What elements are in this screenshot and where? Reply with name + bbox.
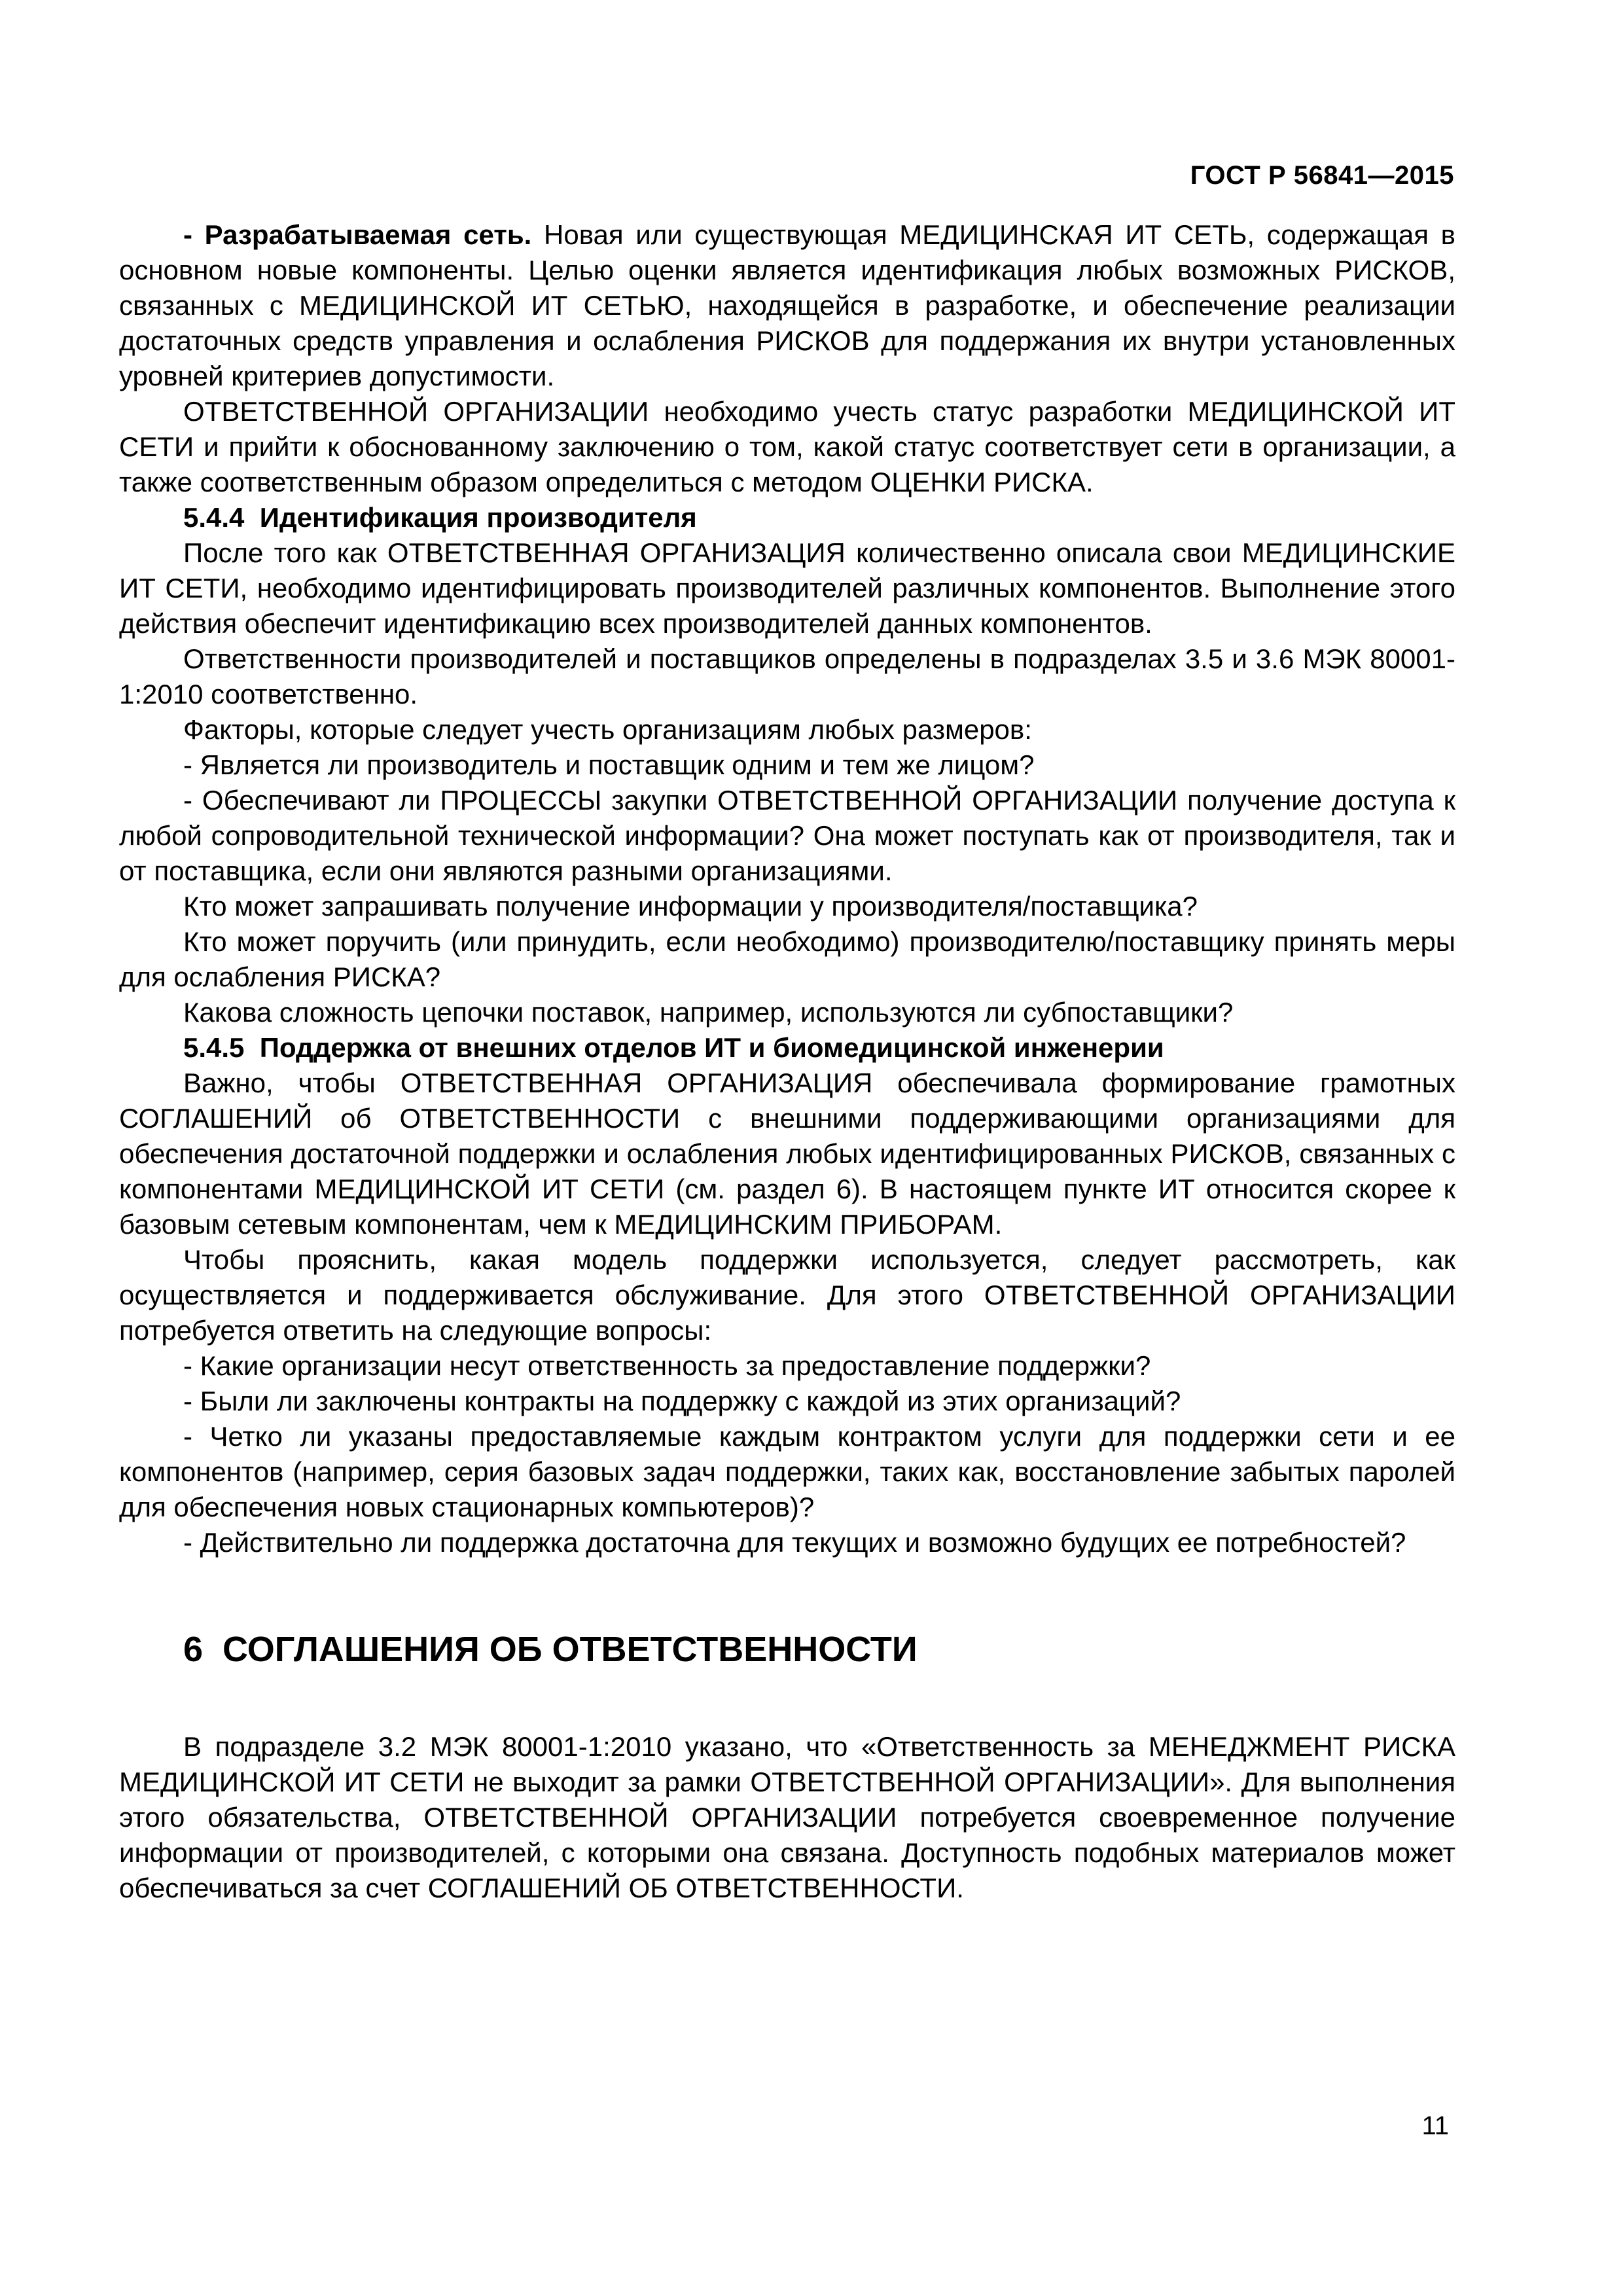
section-heading-6: 6 СОГЛАШЕНИЯ ОБ ОТВЕТСТВЕННОСТИ bbox=[183, 1630, 918, 1669]
subsection-heading-5-4-4: 5.4.4 Идентификация производителя bbox=[183, 502, 697, 533]
paragraph-bold-lead: - Разрабатываемая сеть. bbox=[183, 219, 532, 250]
paragraph-text: Новая или существующая МЕДИЦИНСКАЯ ИТ СЕТЬ, содержащая в основном новые компоненты. Целью оценки является идентификация любых возможных РИСКОВ, связанных с МЕДИЦИНСКОЙ ИТ СЕТЬЮ, находящейся в разработке, и обеспечение реализации достаточных средств управления и ослабления РИСКОВ для поддержания их внутри установленных уровней критериев допустимости. bbox=[119, 219, 1455, 391]
document-body bbox=[119, 217, 1455, 1906]
bullet-contracts-signed: - Были ли заключены контракты на поддержку с каждой из этих организаций? bbox=[183, 1386, 1181, 1416]
paragraph-responsibilities-defined: Ответственности производителей и поставщиков определены в подразделах 3.5 и 3.6 МЭК 80001-1:2010 соответственно. bbox=[119, 643, 1455, 709]
paragraph-developing-network bbox=[119, 217, 1455, 394]
bullet-which-orgs-responsible: - Какие организации несут ответственность за предоставление поддержки? bbox=[183, 1350, 1151, 1381]
subsection-heading-5-4-5: 5.4.5 Поддержка от внешних отделов ИТ и биомедицинской инженерии bbox=[183, 1032, 1164, 1063]
doc-code-header: ГОСТ Р 56841—2015 bbox=[1190, 161, 1454, 190]
paragraph-section-6-intro: В подразделе 3.2 МЭК 80001-1:2010 указано, что «Ответственность за МЕНЕДЖМЕНТ РИСКА МЕДИЦИНСКОЙ ИТ СЕТИ не выходит за рамки ОТВЕТСТВЕННОЙ ОРГАНИЗАЦИИ». Для выполнения этого обязательства, ОТВЕТСТВЕННОЙ ОРГАНИЗАЦИИ потребуется своевременное получение информации от производителей, с которыми она связана. Доступность подобных материалов может обеспечиваться за счет СОГЛАШЕНИЙ ОБ ОТВЕТСТВЕННОСТИ. bbox=[119, 1731, 1455, 1903]
paragraph-who-enforces-risk-mitigation: Кто может поручить (или принудить, если необходимо) производителю/поставщику принять меры для ослабления РИСКА? bbox=[119, 926, 1455, 992]
bullet-same-entity: - Является ли производитель и поставщик одним и тем же лицом? bbox=[183, 749, 1035, 780]
bullet-procurement-processes: - Обеспечивают ли ПРОЦЕССЫ закупки ОТВЕТСТВЕННОЙ ОРГАНИЗАЦИИ получение доступа к любой сопроводительной технической информации? Она может поступать как от производителя, так и от поставщика, если они являются разными организациями. bbox=[119, 785, 1455, 886]
bullet-support-sufficiency: - Действительно ли поддержка достаточна для текущих и возможно будущих ее потребностей? bbox=[183, 1527, 1406, 1558]
paragraph-factors-intro: Факторы, которые следует учесть организациям любых размеров: bbox=[183, 714, 1032, 745]
paragraph-manufacturer-identification: После того как ОТВЕТСТВЕННАЯ ОРГАНИЗАЦИЯ количественно описала свои МЕДИЦИНСКИЕ ИТ СЕТИ, необходимо идентифицировать производителей различных компонентов. Выполнение этого действия обеспечит идентификацию всех производителей данных компонентов. bbox=[119, 537, 1455, 639]
paragraph-who-requests-info: Кто может запрашивать получение информации у производителя/поставщика? bbox=[183, 891, 1198, 922]
paragraph-responsibility-agreements-importance: Важно, чтобы ОТВЕТСТВЕННАЯ ОРГАНИЗАЦИЯ обеспечивала формирование грамотных СОГЛАШЕНИЙ об ОТВЕТСТВЕННОСТИ с внешними поддерживающими организациями для обеспечения достаточной поддержки и ослабления любых идентифицированных РИСКОВ, связанных с компонентами МЕДИЦИНСКОЙ ИТ СЕТИ (см. раздел 6). В настоящем пункте ИТ относится скорее к базовым сетевым компонентам, чем к МЕДИЦИНСКИМ ПРИБОРАМ. bbox=[119, 1067, 1455, 1240]
bullet-contract-services-defined: - Четко ли указаны предоставляемые каждым контрактом услуги для поддержки сети и ее компонентов (например, серия базовых задач поддержки, таких как, восстановление забытых паролей для обеспечения новых стационарных компьютеров)? bbox=[119, 1421, 1455, 1522]
paragraph-responsible-org-status: ОТВЕТСТВЕННОЙ ОРГАНИЗАЦИИ необходимо учесть статус разработки МЕДИЦИНСКОЙ ИТ СЕТИ и прийти к обоснованному заключению о том, какой статус соответствует сети в организации, а также соответственным образом определиться с методом ОЦЕНКИ РИСКА. bbox=[119, 396, 1455, 497]
page-number: 11 bbox=[1421, 2111, 1449, 2140]
paragraph-support-model-questions: Чтобы прояснить, какая модель поддержки используется, следует рассмотреть, как осуществляется и поддерживается обслуживание. Для этого ОТВЕТСТВЕННОЙ ОРГАНИЗАЦИИ потребуется ответить на следующие вопросы: bbox=[119, 1244, 1455, 1346]
paragraph-supply-chain-complexity: Какова сложность цепочки поставок, например, используются ли субпоставщики? bbox=[183, 997, 1234, 1028]
